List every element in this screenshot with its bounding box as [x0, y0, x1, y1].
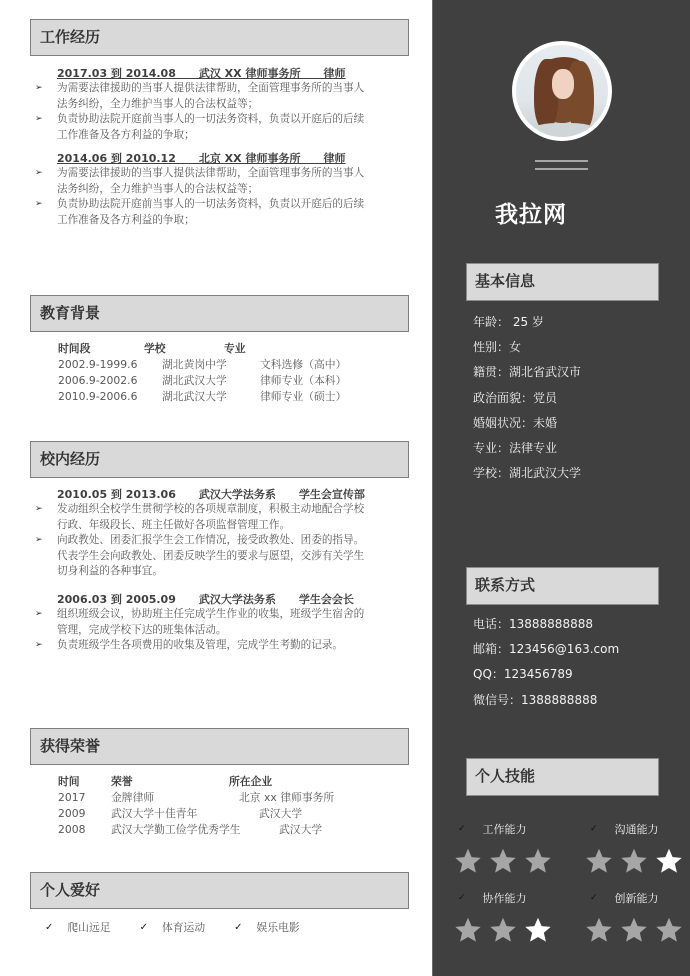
check-icon: ✓	[139, 922, 148, 933]
arrow-bullet-icon: ➢	[35, 114, 43, 125]
basic-info-item: 性别：女	[473, 340, 522, 355]
skill-rating	[585, 916, 690, 944]
campus-bullet: ➢ 向政教处、团委汇报学生会工作情况，接受政教处、团委的指导。 代表学生会向政教处、团委反映学生的要求与愿望，交涉有关学生 切身利益的各种事宜。	[35, 534, 365, 578]
skill-rating	[585, 847, 690, 875]
check-icon: ✓	[458, 893, 466, 903]
star-icon	[454, 916, 482, 944]
star-icon	[454, 847, 482, 875]
hobbies-heading: 个人爱好	[30, 872, 409, 909]
arrow-bullet-icon: ➢	[35, 640, 43, 651]
star-icon	[655, 916, 683, 944]
contact-wechat: 微信号：1388888888	[473, 692, 598, 707]
hobbies-list	[45, 920, 329, 935]
star-icon	[620, 916, 648, 944]
basic-info-heading: 基本信息	[466, 263, 659, 301]
contact-qq: QQ：123456789	[473, 667, 573, 682]
basic-info-list	[473, 310, 581, 486]
star-icon	[585, 847, 613, 875]
skill-item: ✓ 创新能力	[590, 892, 659, 905]
star-icon	[489, 847, 517, 875]
hobby-item: ✓ 娱乐电影	[234, 921, 300, 934]
divider-line	[535, 160, 588, 162]
skill-rating	[454, 916, 559, 944]
star-icon	[585, 916, 613, 944]
work-entry	[30, 66, 410, 143]
profile-name: 我拉网	[495, 202, 567, 228]
arrow-bullet-icon: ➢	[35, 199, 43, 210]
education-header-row: 时间段 学校 专业	[58, 342, 246, 355]
arrow-bullet-icon: ➢	[35, 535, 43, 546]
honors-heading: 获得荣誉	[30, 728, 409, 765]
work-entry-title: 2014.06 到 2010.12 北京 XX 律师事务所 律师	[57, 152, 346, 165]
basic-info-item: 籍贯：湖北省武汉市	[473, 365, 582, 380]
campus-bullet: ➢ 发动组织全校学生贯彻学校的各项规章制度，积极主动地配合学校 行政、年级段长、班主任做好各项监督管理工作。	[35, 503, 365, 531]
honors-header-row: 时间 荣誉 所在企业	[58, 775, 273, 788]
check-icon: ✓	[590, 893, 598, 903]
hobby-item: ✓ 爬山远足	[45, 921, 111, 934]
work-bullet: ➢ 为需要法律援助的当事人提供法律帮助，全面管理事务所的当事人 法务纠纷，全力维护当事人的合法权益等；	[35, 167, 365, 195]
hobby-item: ✓ 体育运动	[139, 921, 206, 934]
campus-entry	[30, 487, 410, 579]
contact-email: 邮箱：123456@163.com	[473, 642, 620, 657]
basic-info-item: 专业：法律专业	[473, 440, 558, 455]
skill-item: ✓ 协作能力	[458, 892, 527, 905]
check-icon: ✓	[458, 824, 466, 834]
basic-info-item: 政治面貌：党员	[473, 390, 558, 405]
basic-info-item: 婚姻状况：未婚	[473, 415, 558, 430]
arrow-bullet-icon: ➢	[35, 168, 43, 179]
arrow-bullet-icon: ➢	[35, 504, 43, 515]
campus-bullet: ➢ 负责班级学生各项费用的收集及管理，完成学生考勤的记录。	[30, 638, 410, 653]
skill-item: ✓ 工作能力	[458, 823, 527, 836]
skills-heading: 个人技能	[466, 758, 659, 796]
education-row: 2006.9-2002.6 湖北武汉大学 律师专业（本科）	[58, 374, 347, 387]
campus-entry-title: 2010.05 到 2013.06 武汉大学法务系 学生会宣传部	[57, 488, 365, 501]
honors-table	[58, 774, 334, 838]
work-bullet: ➢ 为需要法律援助的当事人提供法律帮助，全面管理事务所的当事人 法务纠纷，全力维护当事人的合法权益等；	[35, 82, 365, 110]
work-heading: 工作经历	[30, 19, 409, 56]
education-row: 2002.9-1999.6 湖北黄岗中学 文科选修（高中）	[58, 358, 347, 371]
honors-row: 2017 金牌律师 北京 xx 律师事务所	[58, 791, 335, 804]
contact-list	[473, 612, 619, 713]
star-icon	[489, 916, 517, 944]
arrow-bullet-icon: ➢	[35, 83, 43, 94]
skill-item: ✓ 沟通能力	[590, 823, 659, 836]
check-icon: ✓	[234, 922, 243, 933]
education-row: 2010.9-2006.6 湖北武汉大学 律师专业（硕士）	[58, 390, 347, 403]
star-icon	[655, 847, 683, 875]
contact-heading: 联系方式	[466, 567, 659, 605]
work-bullet: ➢ 负责协助法院开庭前当事人的一切法务资料，负责以开庭后的后续 工作准备及各方利益的争取；	[35, 113, 365, 141]
check-icon: ✓	[45, 922, 54, 933]
campus-entry-title: 2006.03 到 2005.09 武汉大学法务系 学生会会长	[57, 593, 354, 606]
sidebar	[432, 0, 690, 976]
arrow-bullet-icon: ➢	[35, 609, 43, 620]
campus-entry	[30, 592, 410, 654]
education-heading: 教育背景	[30, 295, 409, 332]
star-icon	[524, 916, 552, 944]
work-entry	[30, 151, 410, 228]
basic-info-item: 学校：湖北武汉大学	[473, 466, 582, 481]
check-icon: ✓	[590, 824, 598, 834]
campus-bullet: ➢ 组织班级会议，协助班主任完成学生作业的收集，班级学生宿舍的 管理，完成学校下达的班集体活动。	[35, 608, 365, 636]
contact-phone: 电话：13888888888	[473, 617, 593, 631]
skill-rating	[454, 847, 559, 875]
work-entry-title: 2017.03 到 2014.08 武汉 XX 律师事务所 律师	[57, 67, 346, 80]
star-icon	[620, 847, 648, 875]
honors-row: 2009 武汉大学十佳青年 武汉大学	[58, 807, 303, 820]
avatar-photo	[512, 41, 612, 141]
basic-info-item: 年龄： 25 岁	[473, 315, 544, 329]
campus-heading: 校内经历	[30, 441, 409, 478]
education-table	[58, 341, 346, 405]
honors-row: 2008 武汉大学勤工俭学优秀学生 武汉大学	[58, 823, 323, 836]
work-bullet: ➢ 负责协助法院开庭前当事人的一切法务资料，负责以开庭后的后续 工作准备及各方利益的争取；	[35, 198, 365, 226]
divider-line	[535, 168, 588, 170]
star-icon	[524, 847, 552, 875]
